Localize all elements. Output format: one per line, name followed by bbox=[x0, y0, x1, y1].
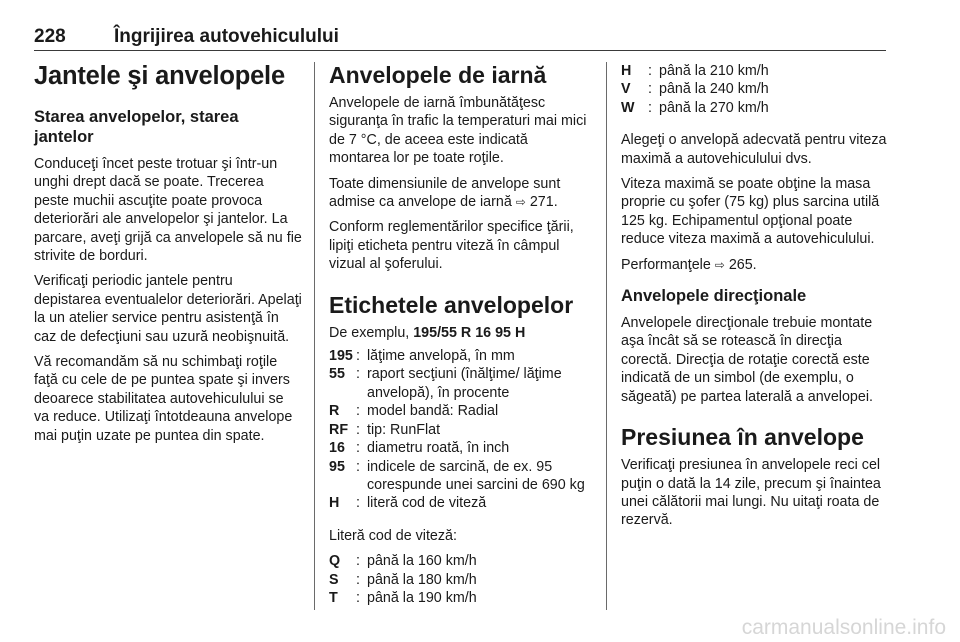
heading-winter-tyres: Anvelopele de iarnă bbox=[329, 62, 547, 88]
paragraph: Verificaţi presiunea în anvelopele reci cel puţin o dată la 14 zile, precum şi înaintea unei călătorii mai lungi. Nu uitaţi roata de rezervă. bbox=[621, 457, 881, 529]
page-ref-arrow-icon: ⇨ bbox=[515, 195, 526, 210]
page-reference[interactable]: 265. bbox=[728, 256, 757, 273]
paragraph: Alegeţi o anvelopă adecvată pentru viteza maximă a autovehiculului dvs. bbox=[621, 132, 887, 167]
page-ref-arrow-icon: ⇨ bbox=[714, 257, 725, 272]
watermark: carmanualsonline.info bbox=[741, 616, 946, 639]
list-item: 95 : indicele de sarcină, de ex. 95 corespunde unei sarcini de 690 kg bbox=[329, 458, 585, 493]
heading-directional-tyres: Anvelopele direcţionale bbox=[621, 287, 807, 306]
column-divider-2 bbox=[606, 62, 607, 610]
speed-code-list bbox=[329, 552, 591, 607]
paragraph: Conduceţi încet peste trotuar şi într-un unghi drept dacă se poate. Trecerea peste muchii ascuţite poate provoca deteriorări ale anvelopelor şi jantelor. La parcare, aveţi grijă ca anvelopele să nu fie strivite de borduri. bbox=[34, 156, 302, 265]
list-item: RF : tip: RunFlat bbox=[329, 421, 441, 438]
example-code: 195/55 R 16 95 H bbox=[413, 324, 526, 341]
list-item: V : până la 240 km/h bbox=[621, 81, 769, 98]
paragraph: Verificaţi periodic jantele pentru depistarea eventualelor deteriorări. Apelaţi la un atelier service pentru asistenţă în caz de defecţiuni sau uzură neobişnuită. bbox=[34, 273, 302, 345]
list-item: Q : până la 160 km/h bbox=[329, 553, 477, 570]
list-item: H : literă cod de viteză bbox=[329, 495, 487, 512]
paragraph-text: Performanţele bbox=[621, 256, 711, 273]
column-3 bbox=[621, 62, 887, 537]
paragraph: Anvelopele direcţionale trebuie montate aşa încât să se rotească în direcţia corectă. Direcţia de rotaţie corectă este indicată de un simbol (de exemplu, o săgeată) pe partea laterală a anvelopei. bbox=[621, 315, 873, 405]
tyre-code-list bbox=[329, 347, 591, 513]
page-number: 228 bbox=[34, 26, 66, 47]
paragraph: Conform reglementărilor specifice ţării, lipiţi eticheta pentru viteză în câmpul vizual al şoferului. bbox=[329, 219, 574, 273]
speed-code-intro: Literă cod de viteză: bbox=[329, 527, 457, 544]
list-item: W : până la 270 km/h bbox=[621, 99, 769, 116]
paragraph: Viteza maximă se poate obţine la masa proprie cu şofer (75 kg) plus sarcina utilă 125 kg. Echipamentul opţional poate reduce viteza maximă a autovehiculului. bbox=[621, 176, 880, 248]
list-item: T : până la 190 km/h bbox=[329, 589, 477, 606]
column-divider-1 bbox=[314, 62, 315, 610]
list-item: H : până la 210 km/h bbox=[621, 63, 769, 79]
page-header bbox=[34, 20, 886, 51]
section-title: Îngrijirea autovehiculului bbox=[114, 26, 339, 47]
paragraph-text: Toate dimensiunile de anvelope sunt admise ca anvelope de iarnă bbox=[329, 175, 561, 211]
column-2 bbox=[329, 62, 591, 621]
list-item: R : model bandă: Radial bbox=[329, 403, 499, 420]
speed-code-list-continued bbox=[621, 62, 887, 117]
paragraph bbox=[329, 175, 591, 212]
example-line bbox=[329, 324, 591, 342]
list-item: 195 : lăţime anvelopă, în mm bbox=[329, 348, 515, 365]
chapter-heading: Jantele şi anvelopele bbox=[34, 62, 285, 90]
heading-tyre-labels: Etichetele anvelopelor bbox=[329, 291, 574, 318]
list-item: 16 : diametru roată, în inch bbox=[329, 440, 510, 457]
list-item: S : până la 180 km/h bbox=[329, 571, 477, 588]
list-item: 55 : raport secţiuni (înălţime/ lăţime anvelopă), în procente bbox=[329, 366, 562, 401]
paragraph: Anvelopele de iarnă îmbunătăţesc siguranţa în trafic la temperaturi mai mici de 7 °C, de aceea este indicată montarea lor pe toate roţile. bbox=[329, 95, 587, 167]
paragraph: Vă recomandăm să nu schimbaţi roţile faţă cu cele de pe puntea spate şi invers deoarece stabilitatea autovehiculului se va reduce. Utilizaţi întotdeauna anvelope mai puţin uzate pe puntea din spate. bbox=[34, 354, 293, 444]
paragraph bbox=[621, 256, 887, 274]
column-1 bbox=[34, 62, 302, 452]
page-reference[interactable]: 271. bbox=[529, 194, 558, 211]
heading-tyre-pressure: Presiunea în anvelope bbox=[621, 424, 864, 451]
example-prefix: De exemplu, bbox=[329, 324, 414, 341]
subheading-tyre-condition: Starea anvelopelor, starea jantelor bbox=[34, 108, 239, 146]
